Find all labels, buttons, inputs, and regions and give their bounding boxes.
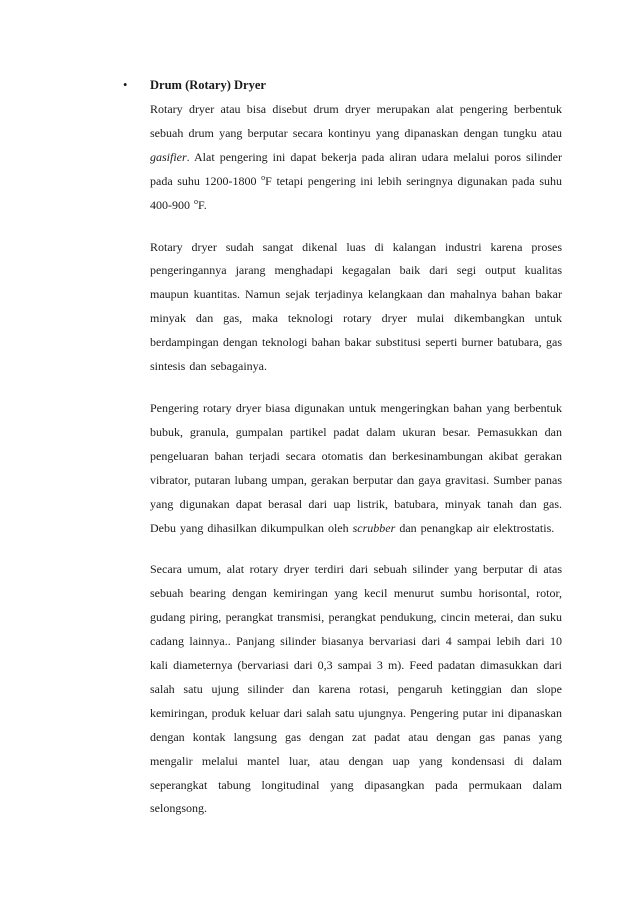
paragraph-3-text-a: Pengering rotary dryer biasa digunakan untuk mengeringkan bahan yang berbentuk bubuk, granula, gumpalan partikel padat dalam ukuran besar. Pemasukkan dan pengeluaran bahan terjadi secara otomatis dan berkesinambungan akibat gerakan vibrator, putaran lubang umpan, gerakan berputar dan gaya gravitasi. Sumber panas yang digunakan dapat berasal dari uap listrik, batubara, minyak tanah dan gas. Debu yang dihasilkan dikumpulkan oleh [150, 400, 562, 535]
degree-superscript-2: o [194, 196, 198, 206]
paragraph-1-italic-term: gasifier [150, 149, 187, 164]
paragraph-1-text-b: . Alat pengering ini dapat bekerja pada aliran udara melalui poros silinder pada suhu 1200-1800 [150, 149, 562, 188]
paragraph-1 [150, 98, 562, 218]
paragraph-3-italic-term: scrubber [352, 520, 396, 535]
paragraph-3-text-b: dan penangkap air elektrostatis. [395, 520, 555, 535]
paragraph-1-text-d: F. [198, 197, 207, 212]
paragraph-1-text-a: Rotary dryer atau bisa disebut drum dryer merupakan alat pengering berbentuk sebuah drum yang berputar secara kontinyu yang dipanaskan dengan tungku atau [150, 102, 562, 140]
paragraph-3 [150, 397, 562, 540]
heading-title: Drum (Rotary) Dryer [150, 78, 266, 92]
paragraph-4: Secara umum, alat rotary dryer terdiri dari sebuah silinder yang berputar di atas sebuah bearing dengan kemiringan yang kecil menurut sumbu horisontal, rotor, gudang piring, perangkat transmisi, perangkat pendukung, cincin meterai, dan suku cadang lainnya.. Panjang silinder biasanya bervariasi dari 4 sampai lebih dari 10 kali diameternya (bervariasi dari 0,3 sampai 3 m). Feed padatan dimasukkan dari salah satu ujung silinder dan karena rotasi, pengaruh ketinggian dan slope kemiringan, produk keluar dari salah satu ujungnya. Pengering putar ini dipanaskan dengan kontak langsung gas dengan zat padat atau dengan gas panas yang mengalir melalui mantel luar, atau dengan uap yang kondensasi di dalam seperangkat tabung longitudinal yang dipasangkan pada permukaan dalam selongsong. [150, 562, 562, 816]
degree-superscript-1: o [261, 172, 266, 182]
paragraph-2: Rotary dryer sudah sangat dikenal luas di kalangan industri karena proses pengeringannya jarang menghadapi kegagalan baik dari segi output kualitas maupun kuantitas. Namun sejak terjadinya kelangkaan dan mahalnya bahan bakar minyak dan gas, maka teknologi rotary dryer mulai dikembangkan untuk berdampingan dengan teknologi bahan bakar substitusi seperti burner batubara, gas sintesis dan sebagainya. [150, 239, 562, 374]
section-heading [123, 75, 563, 95]
paragraph-1-text-c: F tetapi pengering ini lebih seringnya digunakan pada suhu 400-900 [150, 173, 562, 212]
body-text [150, 98, 562, 821]
bullet-icon: • [123, 78, 128, 92]
